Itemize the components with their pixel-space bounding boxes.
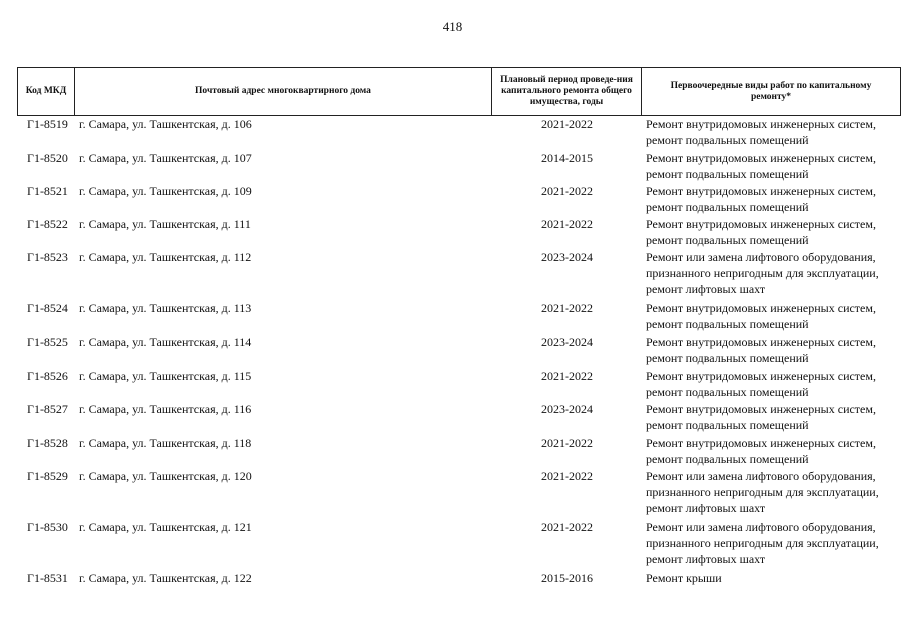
repair-works <box>646 401 904 433</box>
repair-period: 2021-2022 <box>541 117 593 131</box>
repair-works-line: ремонт подвальных помещений <box>646 167 809 181</box>
repair-works-line: Ремонт внутридомовых инженерных систем, <box>646 402 876 416</box>
repair-period: 2023-2024 <box>541 250 593 264</box>
postal-address: г. Самара, ул. Ташкентская, д. 106 <box>79 117 252 131</box>
repair-works-line: признанного непригодным для эксплуатации, <box>646 536 879 550</box>
repair-works <box>646 300 904 332</box>
repair-period: 2021-2022 <box>541 369 593 383</box>
postal-address: г. Самара, ул. Ташкентская, д. 113 <box>79 301 252 315</box>
mkd-code: Г1-8527 <box>27 402 68 416</box>
postal-address: г. Самара, ул. Ташкентская, д. 115 <box>79 369 252 383</box>
repair-works-line: Ремонт внутридомовых инженерных систем, <box>646 151 876 165</box>
repair-works-line: ремонт подвальных помещений <box>646 133 809 147</box>
repair-works-line: признанного непригодным для эксплуатации, <box>646 266 879 280</box>
mkd-code: Г1-8526 <box>27 369 68 383</box>
repair-works-line: ремонт лифтовых шахт <box>646 501 766 515</box>
repair-period: 2015-2016 <box>541 571 593 585</box>
repair-works-line: ремонт подвальных помещений <box>646 418 809 432</box>
repair-works <box>646 435 904 467</box>
repair-works-line: ремонт лифтовых шахт <box>646 282 766 296</box>
repair-works <box>646 368 904 400</box>
postal-address: г. Самара, ул. Ташкентская, д. 111 <box>79 217 251 231</box>
mkd-code: Г1-8525 <box>27 335 68 349</box>
page-number: 418 <box>442 19 463 34</box>
repair-period: 2021-2022 <box>541 469 593 483</box>
repair-period: 2021-2022 <box>541 301 593 315</box>
postal-address: г. Самара, ул. Ташкентская, д. 118 <box>79 436 252 450</box>
mkd-code: Г1-8522 <box>27 217 68 231</box>
header-code: Код МКД <box>17 68 75 115</box>
repair-works <box>646 183 904 215</box>
mkd-code: Г1-8519 <box>27 117 68 131</box>
mkd-code: Г1-8528 <box>27 436 68 450</box>
postal-address: г. Самара, ул. Ташкентская, д. 112 <box>79 250 252 264</box>
repair-works-line: ремонт подвальных помещений <box>646 351 809 365</box>
repair-works-line: Ремонт или замена лифтового оборудования, <box>646 469 876 483</box>
repair-works-line: Ремонт внутридомовых инженерных систем, <box>646 117 876 131</box>
repair-works-line: Ремонт крыши <box>646 571 722 585</box>
mkd-code: Г1-8523 <box>27 250 68 264</box>
repair-works-line: ремонт подвальных помещений <box>646 452 809 466</box>
repair-period: 2014-2015 <box>541 151 593 165</box>
repair-works-line: Ремонт внутридомовых инженерных систем, <box>646 301 876 315</box>
postal-address: г. Самара, ул. Ташкентская, д. 107 <box>79 151 252 165</box>
repair-works <box>646 468 904 516</box>
postal-address: г. Самара, ул. Ташкентская, д. 116 <box>79 402 252 416</box>
repair-works-line: Ремонт внутридомовых инженерных систем, <box>646 436 876 450</box>
repair-works <box>646 334 904 366</box>
repair-works-line: ремонт подвальных помещений <box>646 200 809 214</box>
postal-address: г. Самара, ул. Ташкентская, д. 121 <box>79 520 252 534</box>
repair-period: 2021-2022 <box>541 520 593 534</box>
repair-works-line: Ремонт или замена лифтового оборудования, <box>646 520 876 534</box>
repair-works-line: ремонт подвальных помещений <box>646 385 809 399</box>
header-period: Плановый период проведе-ния капитального ремонта общего имущества, годы <box>492 68 642 115</box>
mkd-code: Г1-8524 <box>27 301 68 315</box>
repair-works-line: ремонт подвальных помещений <box>646 233 809 247</box>
mkd-code: Г1-8520 <box>27 151 68 165</box>
repair-period: 2021-2022 <box>541 217 593 231</box>
mkd-code: Г1-8531 <box>27 571 68 585</box>
repair-period: 2023-2024 <box>541 335 593 349</box>
table-header <box>17 67 901 116</box>
repair-works-line: признанного непригодным для эксплуатации, <box>646 485 879 499</box>
repair-works <box>646 519 904 567</box>
header-address: Почтовый адрес многоквартирного дома <box>75 68 492 115</box>
repair-works-line: Ремонт внутридомовых инженерных систем, <box>646 217 876 231</box>
repair-works <box>646 116 904 148</box>
repair-works-line: Ремонт внутридомовых инженерных систем, <box>646 369 876 383</box>
repair-works-line: Ремонт внутридомовых инженерных систем, <box>646 184 876 198</box>
mkd-code: Г1-8529 <box>27 469 68 483</box>
postal-address: г. Самара, ул. Ташкентская, д. 114 <box>79 335 252 349</box>
repair-works <box>646 150 904 182</box>
repair-works-line: Ремонт внутридомовых инженерных систем, <box>646 335 876 349</box>
postal-address: г. Самара, ул. Ташкентская, д. 109 <box>79 184 252 198</box>
postal-address: г. Самара, ул. Ташкентская, д. 120 <box>79 469 252 483</box>
repair-period: 2021-2022 <box>541 436 593 450</box>
repair-period: 2023-2024 <box>541 402 593 416</box>
mkd-code: Г1-8530 <box>27 520 68 534</box>
mkd-code: Г1-8521 <box>27 184 68 198</box>
postal-address: г. Самара, ул. Ташкентская, д. 122 <box>79 571 252 585</box>
repair-works <box>646 570 904 586</box>
repair-period: 2021-2022 <box>541 184 593 198</box>
repair-works-line: Ремонт или замена лифтового оборудования, <box>646 250 876 264</box>
repair-works <box>646 249 904 297</box>
header-works: Первоочередные виды работ по капитальному ремонту* <box>642 68 901 115</box>
repair-works <box>646 216 904 248</box>
repair-works-line: ремонт подвальных помещений <box>646 317 809 331</box>
repair-works-line: ремонт лифтовых шахт <box>646 552 766 566</box>
